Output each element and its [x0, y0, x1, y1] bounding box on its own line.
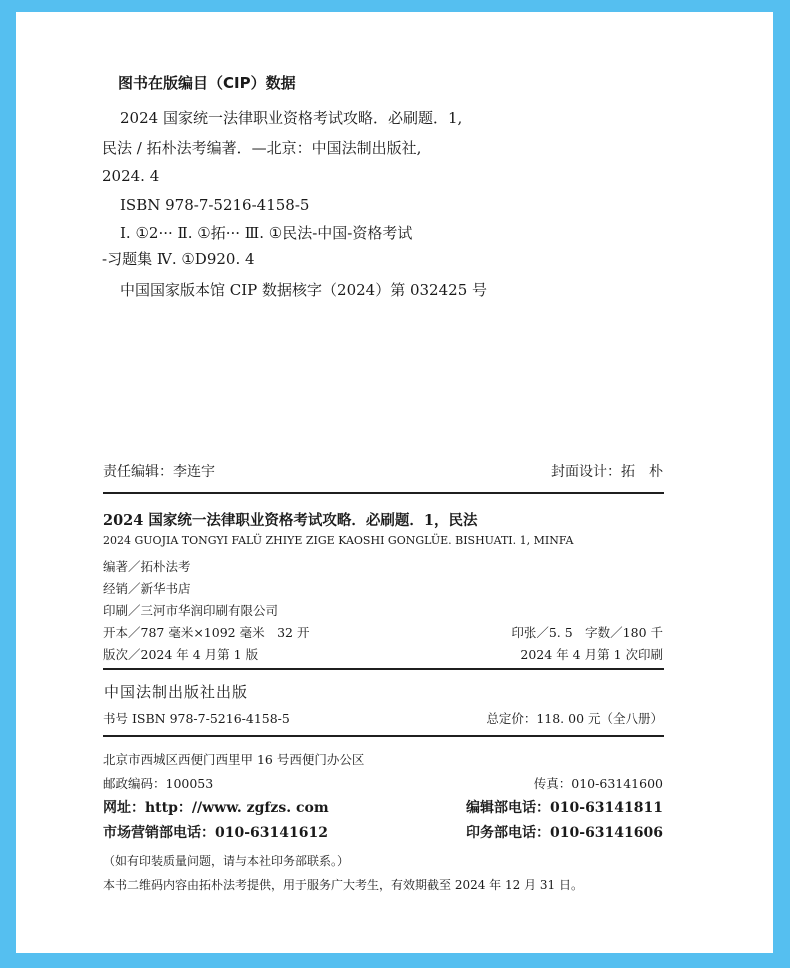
- book-author: 编著／拓朴法考: [103, 559, 191, 574]
- cip-line: 中国国家版本馆 CIP 数据核字（2024）第 032425 号: [120, 281, 488, 299]
- cip-line: Ⅰ. ①2··· Ⅱ. ①拓··· Ⅲ. ①民法-中国-资格考试: [120, 224, 413, 242]
- cip-heading: 图书在版编目（CIP）数据: [118, 74, 296, 92]
- marketing-phone: 市场营销部电话：010-63141612: [103, 825, 328, 841]
- cip-line: ISBN 978-7-5216-4158-5: [120, 196, 310, 214]
- book-distributor: 经销／新华书店: [103, 581, 191, 596]
- printing-phone: 印务部电话：010-63141606: [466, 825, 663, 841]
- cip-line: 民法 / 拓朴法考编著．—北京：中国法制出版社,: [102, 139, 422, 157]
- book-title: 2024 国家统一法律职业资格考试攻略．必刷题．1，民法: [103, 512, 478, 529]
- book-format: 开本／787 毫米×1092 毫米 32 开: [103, 625, 310, 640]
- book-edition: 版次／2024 年 4 月第 1 版: [103, 647, 259, 662]
- publisher-website: 网址：http：//www. zgfzs. com: [103, 800, 329, 816]
- book-sheets: 印张／5. 5 字数／180 千: [511, 625, 663, 640]
- book-printer: 印刷／三河市华润印刷有限公司: [103, 603, 279, 618]
- divider: [103, 492, 664, 494]
- book-title-pinyin: 2024 GUOJIA TONGYI FALÜ ZHIYE ZIGE KAOSHI GONGLÜE. BISHUATI. 1, MINFA: [103, 534, 574, 547]
- copyright-page: [16, 12, 773, 953]
- publisher-price: 总定价：118. 00 元（全八册）: [486, 711, 663, 726]
- publisher-postcode: 邮政编码：100053: [103, 776, 214, 791]
- cip-line: 2024 国家统一法律职业资格考试攻略．必刷题．1,: [120, 109, 463, 127]
- publisher-isbn: 书号 ISBN 978-7-5216-4158-5: [103, 711, 290, 726]
- cip-line: -习题集 Ⅳ. ①D920. 4: [102, 250, 255, 268]
- publisher-fax: 传真：010-63141600: [533, 776, 663, 791]
- divider: [103, 668, 664, 670]
- publisher-address: 北京市西城区西便门西里甲 16 号西便门办公区: [103, 752, 365, 767]
- responsible-editor: 责任编辑：李连宇: [103, 464, 215, 480]
- book-printing: 2024 年 4 月第 1 次印刷: [520, 647, 663, 662]
- qr-note: 本书二维码内容由拓朴法考提供，用于服务广大考生，有效期截至 2024 年 12 月 31 日。: [103, 878, 583, 892]
- quality-note: （如有印装质量问题，请与本社印务部联系。）: [103, 854, 350, 868]
- divider: [103, 735, 664, 737]
- publisher-name: 中国法制出版社出版: [104, 683, 249, 701]
- cover-designer: 封面设计：拓 朴: [551, 464, 663, 480]
- cip-line: 2024. 4: [102, 167, 160, 185]
- editorial-phone: 编辑部电话：010-63141811: [466, 800, 663, 816]
